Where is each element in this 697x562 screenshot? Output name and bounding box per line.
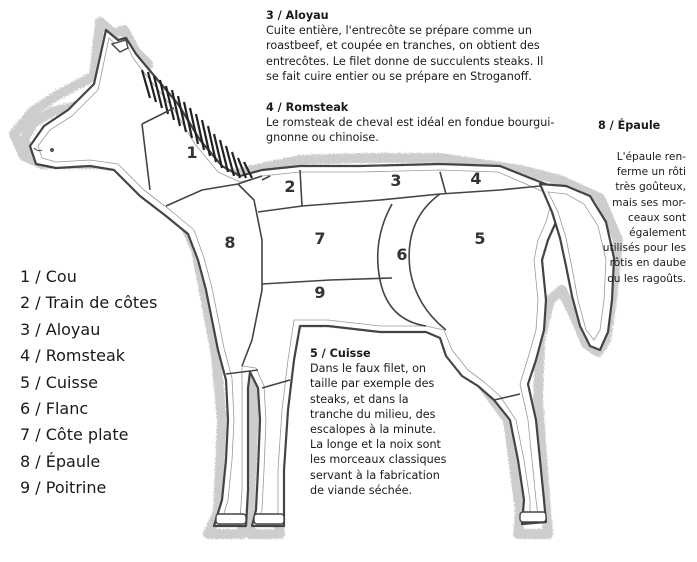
note-epaule	[590, 150, 686, 287]
cut-legend	[20, 264, 157, 502]
cut-number-7: 7	[314, 229, 326, 248]
note-cuisse-line: servant à la fabrication	[310, 468, 440, 482]
note-epaule-line: également	[629, 227, 686, 240]
note-aloyau-line: Cuite entière, l'entrecôte se prépare comme un	[266, 24, 532, 38]
note-aloyau	[266, 8, 576, 84]
note-aloyau-line: se fait cuire entier ou se prépare en Stroganoff.	[266, 69, 532, 83]
note-epaule-heading-box	[598, 118, 690, 133]
note-cuisse-line: taille par exemple des	[310, 377, 435, 391]
note-romsteak-line: gnonne ou chinoise.	[266, 131, 379, 145]
note-romsteak	[266, 100, 586, 146]
legend-item-cou: 1 / Cou	[20, 267, 77, 286]
note-epaule-line: ferme un rôti	[616, 166, 686, 179]
hooves	[216, 512, 546, 524]
note-cuisse-line: escalopes à la minute.	[310, 423, 436, 437]
cut-number-1: 1	[186, 143, 198, 162]
note-romsteak-line: Le romsteak de cheval est idéal en fondue bourgui-	[266, 116, 555, 130]
legend-item-cuisse: 5 / Cuisse	[20, 372, 99, 392]
legend-item-romsteak: 4 / Romsteak	[20, 346, 126, 366]
note-cuisse-line: tranche du milieu, des	[310, 407, 436, 421]
note-epaule-line: rôtis en daube	[609, 257, 686, 270]
cut-number-3: 3	[390, 171, 402, 190]
note-epaule-heading: 8 / Épaule	[598, 119, 661, 132]
cut-number-6: 6	[396, 245, 408, 264]
note-cuisse	[310, 346, 460, 498]
legend-item-cote-plate: 7 / Côte plate	[20, 425, 129, 445]
legend-item-aloyau: 3 / Aloyau	[20, 319, 101, 339]
cut-number-9: 9	[314, 283, 326, 302]
note-epaule-line: ceaux sont	[627, 211, 686, 224]
note-cuisse-heading: 5 / Cuisse	[310, 347, 371, 360]
note-aloyau-line: roastbeef, et coupée en tranches, on obtient des	[266, 39, 540, 53]
note-aloyau-line: entrecôtes. Le filet donne de succulents steaks. Il	[266, 54, 544, 68]
note-cuisse-line: les morceaux classiques	[310, 453, 447, 467]
note-epaule-line: très goûteux,	[615, 181, 686, 194]
cut-number-5: 5	[474, 229, 486, 248]
note-cuisse-line: steaks, et dans la	[310, 392, 409, 406]
legend-item-flanc: 6 / Flanc	[20, 399, 89, 419]
cut-number-4: 4	[470, 169, 482, 188]
note-epaule-line: L'épaule ren-	[616, 151, 686, 163]
note-romsteak-heading: 4 / Romsteak	[266, 101, 349, 114]
note-epaule-line: mais ses mor-	[612, 196, 686, 209]
cut-number-8: 8	[224, 233, 236, 252]
note-aloyau-heading: 3 / Aloyau	[266, 9, 329, 22]
note-cuisse-line: La longe et la noix sont	[310, 438, 441, 452]
legend-item-poitrine: 9 / Poitrine	[20, 478, 107, 498]
cut-number-2: 2	[284, 177, 296, 196]
note-epaule-line: ou les ragoûts.	[607, 272, 686, 285]
legend-item-epaule: 8 / Épaule	[20, 451, 101, 471]
note-epaule-line: utilisés pour les	[602, 242, 686, 255]
note-cuisse-line: Dans le faux filet, on	[310, 362, 427, 376]
note-cuisse-line: de viande séchée.	[310, 483, 413, 497]
legend-item-train-de-cotes: 2 / Train de côtes	[20, 293, 158, 313]
